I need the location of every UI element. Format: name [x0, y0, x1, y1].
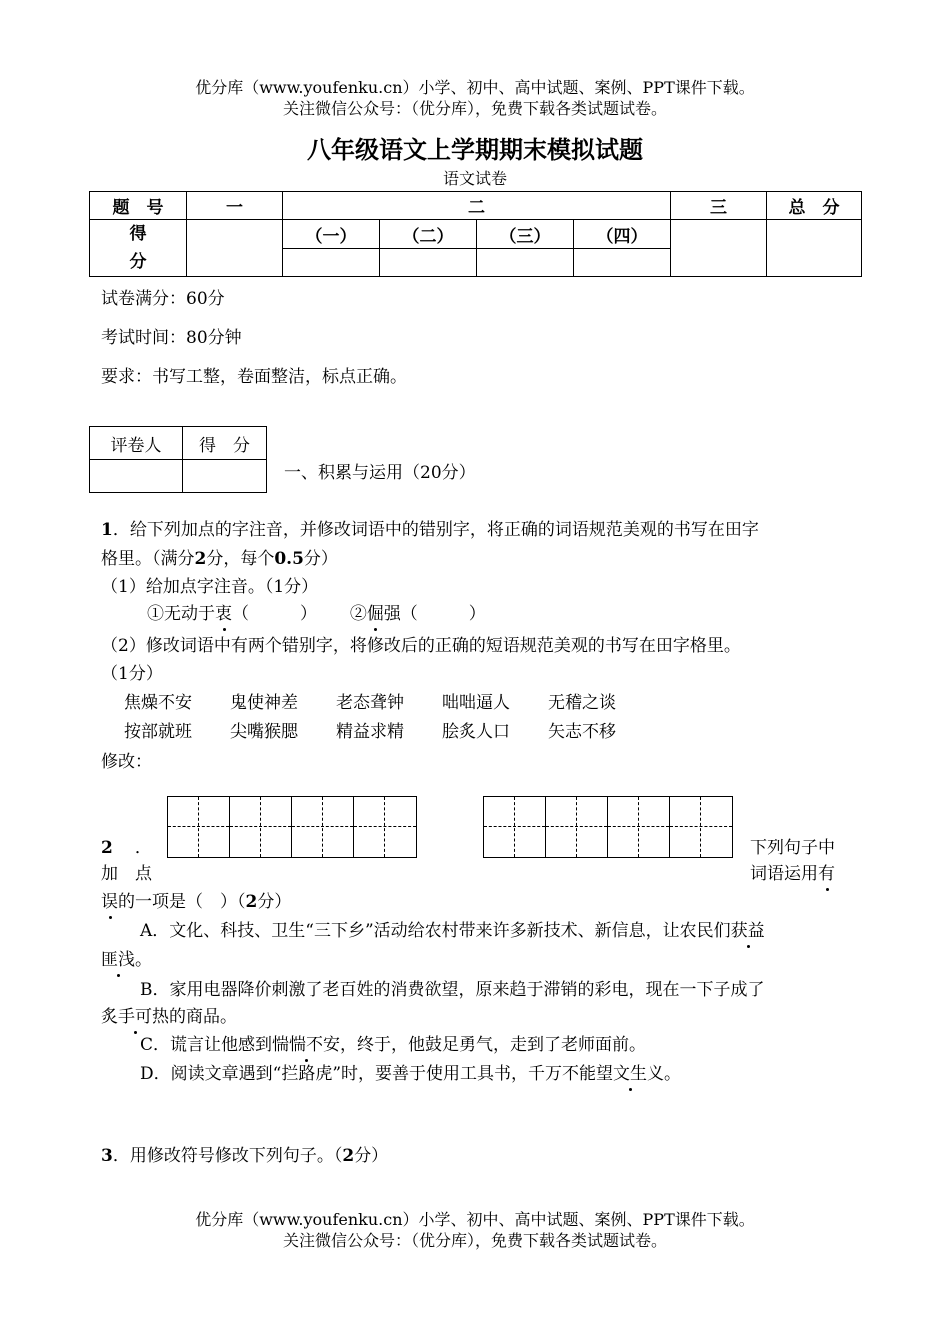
- score-header-zongfen: 总 分: [767, 192, 862, 220]
- q1-part-2-score: （1分）: [101, 664, 163, 684]
- grader-name-cell[interactable]: [90, 460, 183, 493]
- info-exam-time: 考试时间：80分钟: [101, 328, 242, 348]
- q2-option-b[interactable]: B．家用电器降价刺激了老百姓的消费欲望，原来趋于滞销的彩电，现在一下子成了: [140, 980, 765, 1000]
- grader-score-label: 得 分: [183, 427, 267, 460]
- q2-right-1: 下列句子中: [750, 838, 835, 858]
- q1-line-2: [101, 544, 338, 569]
- score-sub-3: （三）: [477, 220, 574, 249]
- score-sub-4: （四）: [574, 220, 671, 249]
- q2-option-a[interactable]: [140, 916, 765, 941]
- q1-item-b-dotted: 倔: [366, 604, 384, 624]
- grid-cell[interactable]: [670, 797, 732, 857]
- score-cell-sub-3[interactable]: [477, 249, 574, 277]
- q2-option-d[interactable]: [140, 1059, 681, 1084]
- page-subtitle: 语文试卷: [442, 169, 507, 188]
- idiom: 精益求精: [336, 722, 404, 742]
- q2-option-a-cont: [101, 945, 152, 970]
- q1-text-b4: 0.5: [274, 549, 304, 569]
- tianzige-grid-1[interactable]: [167, 796, 417, 858]
- q2-line-3-end: 分）: [257, 892, 292, 912]
- q1-text-b5: 分）: [303, 549, 338, 569]
- q2-right-2-dotted: 有: [818, 864, 835, 884]
- score-header-tihao: 题 号: [90, 192, 187, 220]
- q2-line-3-score: 2: [245, 892, 258, 912]
- q3-text: ．用修改符号修改下列句子。（: [112, 1146, 343, 1166]
- q1-part-1: （1）给加点字注音。（1分）: [101, 577, 319, 597]
- header-line-1: 优分库（www.youfenku.cn）小学、初中、高中试题、案例、PPT课件下载。: [195, 78, 755, 97]
- info-full-score: 试卷满分：60分: [101, 289, 225, 309]
- idiom: 按部就班: [124, 722, 192, 742]
- q1-idiom-row-1: [124, 688, 654, 713]
- q2-option-d-end: 。: [664, 1064, 682, 1084]
- q3-number: 3: [101, 1146, 113, 1166]
- q1-item-b-pre: ②: [349, 604, 367, 624]
- score-cell-san[interactable]: [671, 220, 767, 277]
- header-line-2: 关注微信公众号：（优分库），免费下载各类试题试卷。: [282, 99, 667, 118]
- score-sub-1: （一）: [283, 220, 380, 249]
- score-header-er: 二: [283, 192, 671, 220]
- q1-item-a-dotted: 衷: [215, 604, 232, 624]
- q2-line-3: [101, 887, 291, 912]
- q2-option-b-end: 的商品。: [169, 1007, 237, 1027]
- grid-cell[interactable]: [230, 797, 292, 857]
- grader-table: [89, 426, 267, 493]
- q1-item-b-blank: 强（ ）: [383, 604, 486, 624]
- q2-option-a-text: A．文化、科技、卫生“三下乡”活动给农村带来许多新技术、新信息，让农民们: [140, 921, 731, 941]
- q2-number: 2: [101, 838, 113, 858]
- grid-cell[interactable]: [484, 797, 546, 857]
- q2-number-line: [101, 833, 152, 858]
- grader-label: 评卷人: [90, 427, 183, 460]
- score-cell-total[interactable]: [767, 220, 862, 277]
- q2-option-d-dotted: 望文生义: [596, 1064, 665, 1084]
- footer-line-2: 关注微信公众号：（优分库），免费下载各类试题试卷。: [282, 1231, 667, 1250]
- q2-option-a-dotted-2: 匪浅: [101, 950, 135, 970]
- q2-option-c[interactable]: [140, 1030, 646, 1055]
- idiom: 尖嘴猴腮: [230, 722, 298, 742]
- score-header-san: 三: [671, 192, 767, 220]
- q2-line-3-rest: 的一项是（ ）（: [118, 892, 246, 912]
- q1-line-1: [101, 515, 759, 540]
- idiom: 脍炙人口: [442, 722, 510, 742]
- q1-number: 1: [101, 520, 113, 540]
- idiom: 老态聋钟: [336, 693, 404, 713]
- q1-text-b2: 2: [194, 549, 207, 569]
- idiom: 焦燥不安: [124, 693, 192, 713]
- q3-score: 2: [342, 1146, 355, 1166]
- page-title: 八年级语文上学期期末模拟试题: [307, 135, 643, 164]
- score-cell-sub-1[interactable]: [283, 249, 380, 277]
- q1-part-1-items: [147, 599, 486, 624]
- q2-right-2: [750, 859, 835, 884]
- q1-part-2: （2）修改词语中有两个错别字，将修改后的正确的短语规范美观的书写在田字格里。: [101, 636, 741, 656]
- grid-cell[interactable]: [608, 797, 670, 857]
- footer-line-1: 优分库（www.youfenku.cn）小学、初中、高中试题、案例、PPT课件下载。: [195, 1210, 755, 1229]
- q1-fix-label: 修改：: [101, 752, 152, 772]
- q2-option-c-dotted: 惴惴不安: [272, 1035, 341, 1055]
- q2-option-c-pre: C．谎言让他感到: [140, 1035, 273, 1055]
- q3-line: [101, 1141, 388, 1166]
- grid-cell[interactable]: [292, 797, 354, 857]
- q2-option-b-cont: [101, 1002, 237, 1027]
- score-table: [89, 191, 862, 277]
- q1-text-b3: 分，每个: [206, 549, 275, 569]
- idiom: 无稽之谈: [548, 693, 616, 713]
- q2-option-a-end: 。: [135, 950, 152, 970]
- q1-text-a: ．给下列加点的字注音，并修改词语中的错别字，将正确的词语规范美观的书写在田字: [112, 520, 759, 540]
- score-sub-2: （二）: [380, 220, 477, 249]
- q1-item-a-pre: ①无动于: [147, 604, 215, 624]
- q2-option-a-dotted-1: 获益: [730, 921, 765, 941]
- q2-option-b-dotted: 炙手可热: [101, 1007, 169, 1027]
- section-1-title: 一、积累与运用（20分）: [284, 463, 476, 483]
- q1-text-b1: 格里。（满分: [101, 549, 195, 569]
- q2-line-3-dotted: 误: [101, 892, 118, 912]
- info-requirement: 要求：书写工整，卷面整洁，标点正确。: [101, 367, 407, 387]
- q1-idiom-row-2: [124, 717, 654, 742]
- idiom: 咄咄逼人: [442, 693, 510, 713]
- q2-dot: ．: [134, 838, 152, 858]
- tianzige-grid-2[interactable]: [483, 796, 733, 858]
- q3-end: 分）: [354, 1146, 389, 1166]
- idiom: 鬼使神差: [230, 693, 298, 713]
- score-cell-sub-2[interactable]: [380, 249, 477, 277]
- grader-score-cell[interactable]: [183, 460, 267, 493]
- score-header-yi: 一: [187, 192, 283, 220]
- grid-cell[interactable]: [546, 797, 608, 857]
- score-label-defen: 得分: [90, 220, 187, 277]
- idiom: 矢志不移: [548, 722, 616, 742]
- grid-cell[interactable]: [354, 797, 416, 857]
- q2-jia-dian: 加 点: [101, 864, 152, 884]
- q2-option-c-end: ，终于，他鼓足勇气，走到了老师面前。: [340, 1035, 647, 1055]
- score-cell-yi[interactable]: [187, 220, 283, 277]
- q1-item-a-blank: （ ）: [232, 604, 317, 624]
- score-cell-sub-4[interactable]: [574, 249, 671, 277]
- q2-right-2-pre: 词语运用: [750, 864, 818, 884]
- q2-option-d-pre: D．阅读文章遇到“拦路虎”时，要善于使用工具书，千万不能: [140, 1064, 597, 1084]
- grid-cell[interactable]: [168, 797, 230, 857]
